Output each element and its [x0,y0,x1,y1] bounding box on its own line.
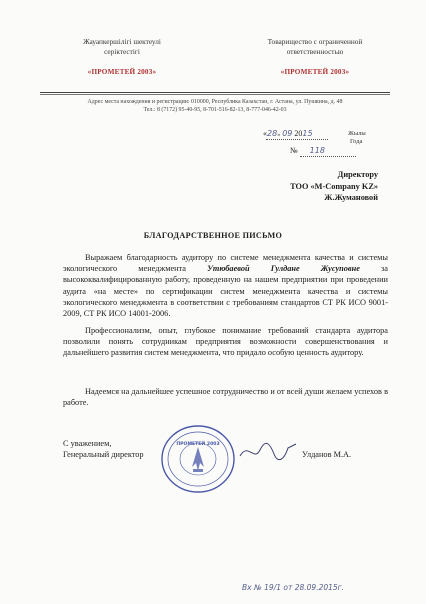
p2-text: Профессионализм, опыт, глубокое понимание требований стандарта аудитора позволили понять сотрудникам предприятия возможности совершенствования и дальнейшего развития систем менеджмента, что придало особую ценность аудитору. [63,326,388,358]
auditor-name: Утюбаевой Гулдане Жусуповне [207,264,360,274]
company-name-right: «ПРОМЕТЕЙ 2003» [280,68,350,76]
p3-text: Надеемся на дальнейшее успешное сотрудничество и от всей души желаем успехов в работе. [63,387,388,408]
closing-text: С уважением, [63,439,112,448]
letter-paragraph-1 [63,252,388,319]
handwritten-signature [238,438,298,464]
year-labels [348,130,366,146]
letter-title: БЛАГОДАРСТВЕННОЕ ПИСЬМО [143,231,283,240]
stamp-center-text: ПРОМЕТЕЙ 2003 [176,442,220,447]
header-left [62,37,182,56]
letter-paragraph-2 [63,325,388,359]
p1-text-after: за высококвалифицированную работу, проведенную на нашем предприятии при проведении аудита «на месте» по сертификации систем менеджмента качества и системы экологического менеджмента в соответствии с требованиям стандартов СТ РК ИСО 9001-2009, СТ РК ИСО 14001-2006. [63,264,388,319]
header-left-line2: серіктестігі [104,46,140,56]
header-rule-top [40,92,390,93]
recipient-line2: ТОО «M-Company KZ» [290,181,378,191]
letter-paragraph-3 [63,386,388,408]
company-name-left: «ПРОМЕТЕЙ 2003» [87,68,157,76]
recipient-line3: Ж.Жумановой [324,193,378,202]
date-day: 28 [267,129,278,138]
recipient-line1: Директору [337,170,378,179]
header-right [250,37,380,56]
year-label-ru: Года [350,138,363,145]
signer-name: Улданов М.А. [302,450,352,459]
letter-date: «28» 09 2015 [263,129,313,138]
date-open-quote: « [263,129,267,138]
header-left-line1: Жауапкершілігі шектеулі [83,37,161,46]
date-year-suffix: 15 [302,129,313,138]
number-value: 118 [309,146,325,155]
signature-block [63,438,144,460]
p1-text-before: Выражаем благодарность аудитору по системе менеджмента качества и системы экологического менеджмента [63,253,388,274]
recipient-block [290,169,378,204]
number-underline [300,156,356,157]
incoming-registration-note: Вх № 19/1 от 28.09.2015г. [242,583,344,592]
company-address: Адрес места нахождения и регистрации: 010000, Республика Казахстан, г. Астана, ул. Пушкина, д. 48 [87,99,343,105]
date-year-prefix: 20 [294,129,303,138]
signer-position: Генеральный директор [63,450,144,459]
date-underline [266,139,328,140]
header-rule-bottom [40,94,390,95]
header-right-line2: ответственностью [286,46,344,56]
date-month: 09 [282,129,293,138]
letter-number [290,146,325,155]
company-stamp [158,423,238,495]
number-label: № [290,146,298,155]
header-right-line1: Товарищество с ограниченной [267,37,363,46]
company-phones: Тел.: 8 (7172) 95-40-95, 8-701-516-82-13, 8-777-046-42-03 [143,107,287,113]
year-label-kz: Жылы [348,130,366,137]
